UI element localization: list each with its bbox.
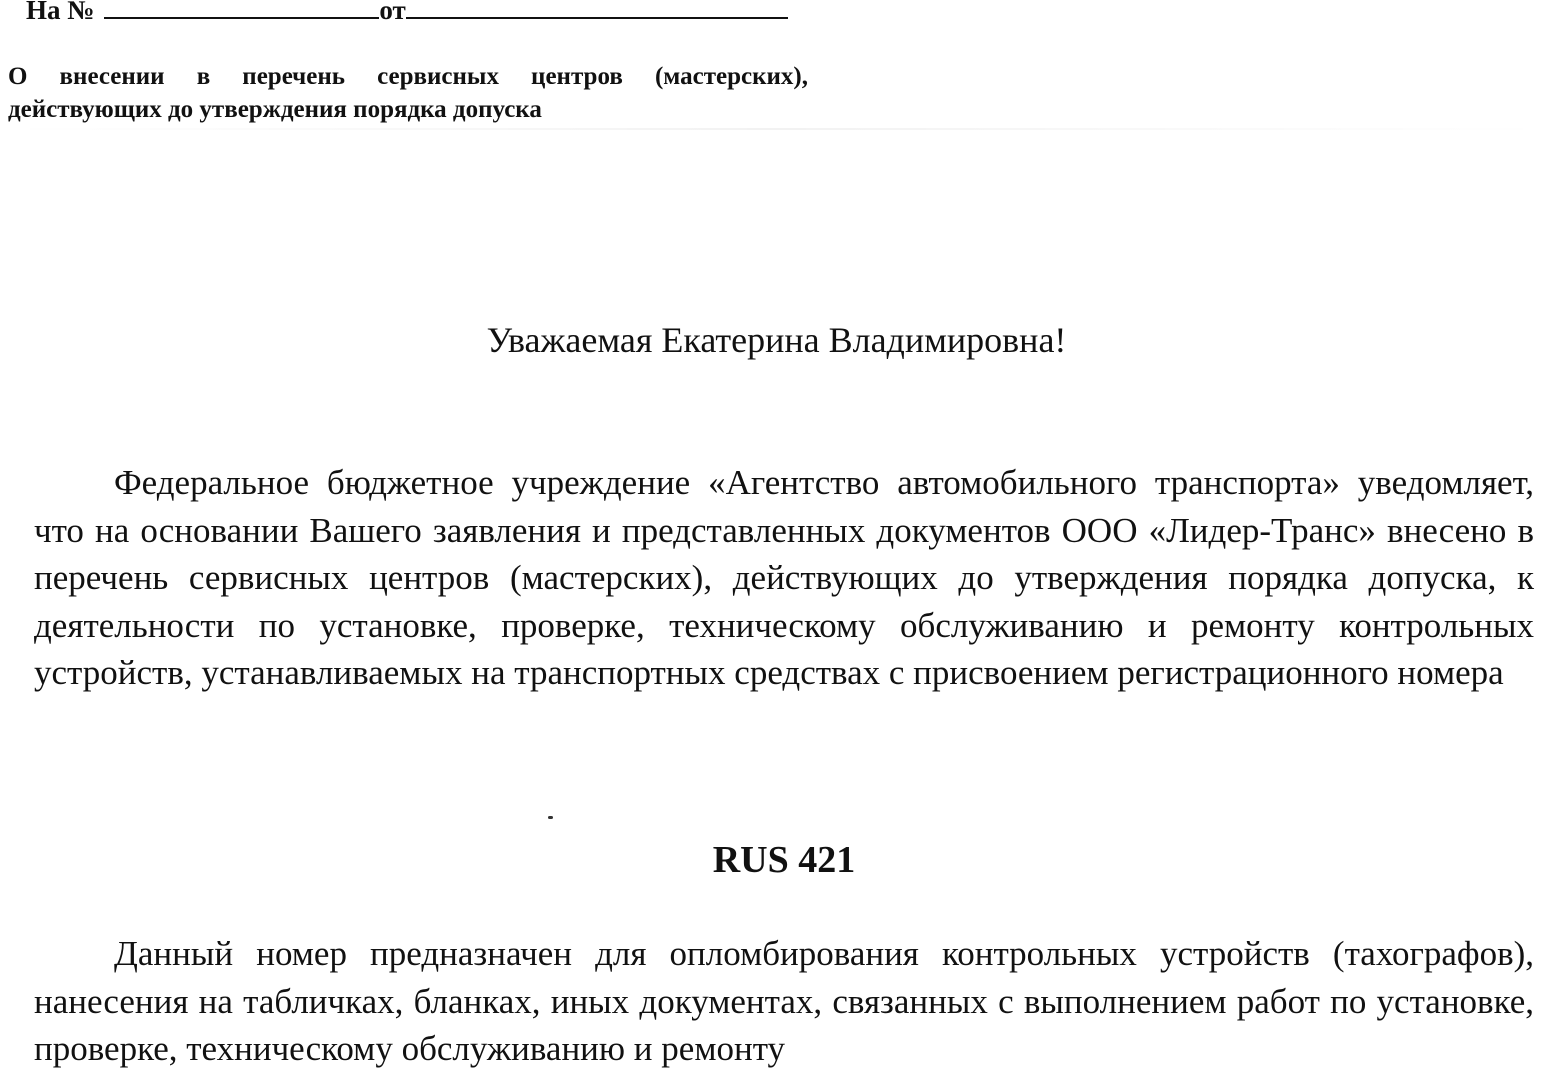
scan-speck (548, 816, 553, 819)
ref-number-blank (104, 0, 379, 19)
salutation: Уважаемая Екатерина Владимировна! (486, 320, 1067, 360)
ref-date-blank (406, 0, 788, 19)
ref-number-label: На № (26, 0, 95, 25)
body-paragraph-1: Федеральное бюджетное учреждение «Агентство автомобильного транспорта» уведомляет, что на основании Вашего заявления и представленных документов ООО «Лидер-Транс» внесено в перечень сервисных центров (мастерских), действующих до утверждения порядка допуска, к деятельности по установке, проверке, техническому обслуживанию и ремонту контрольных устройств, устанавливаемых на транспортных средствах с присвоением регистрационного номера (34, 463, 1534, 692)
subject-line-2: действующих до утверждения порядка допуска (8, 96, 542, 123)
subject-line-1: О внесении в перечень сервисных центров (мастерских), (8, 63, 808, 90)
letter-subject (8, 60, 808, 126)
scan-artifact (0, 128, 1553, 130)
body-paragraph-2: Данный номер предназначен для опломбирования контрольных устройств (тахографов), нанесения на табличках, бланках, иных документах, связанных с выполнением работ по установке, проверке, техническому обслуживанию и ремонту (34, 934, 1534, 1068)
registration-number: RUS 421 (712, 839, 856, 881)
reference-line (26, 0, 788, 26)
ref-date-label: от (379, 0, 406, 25)
